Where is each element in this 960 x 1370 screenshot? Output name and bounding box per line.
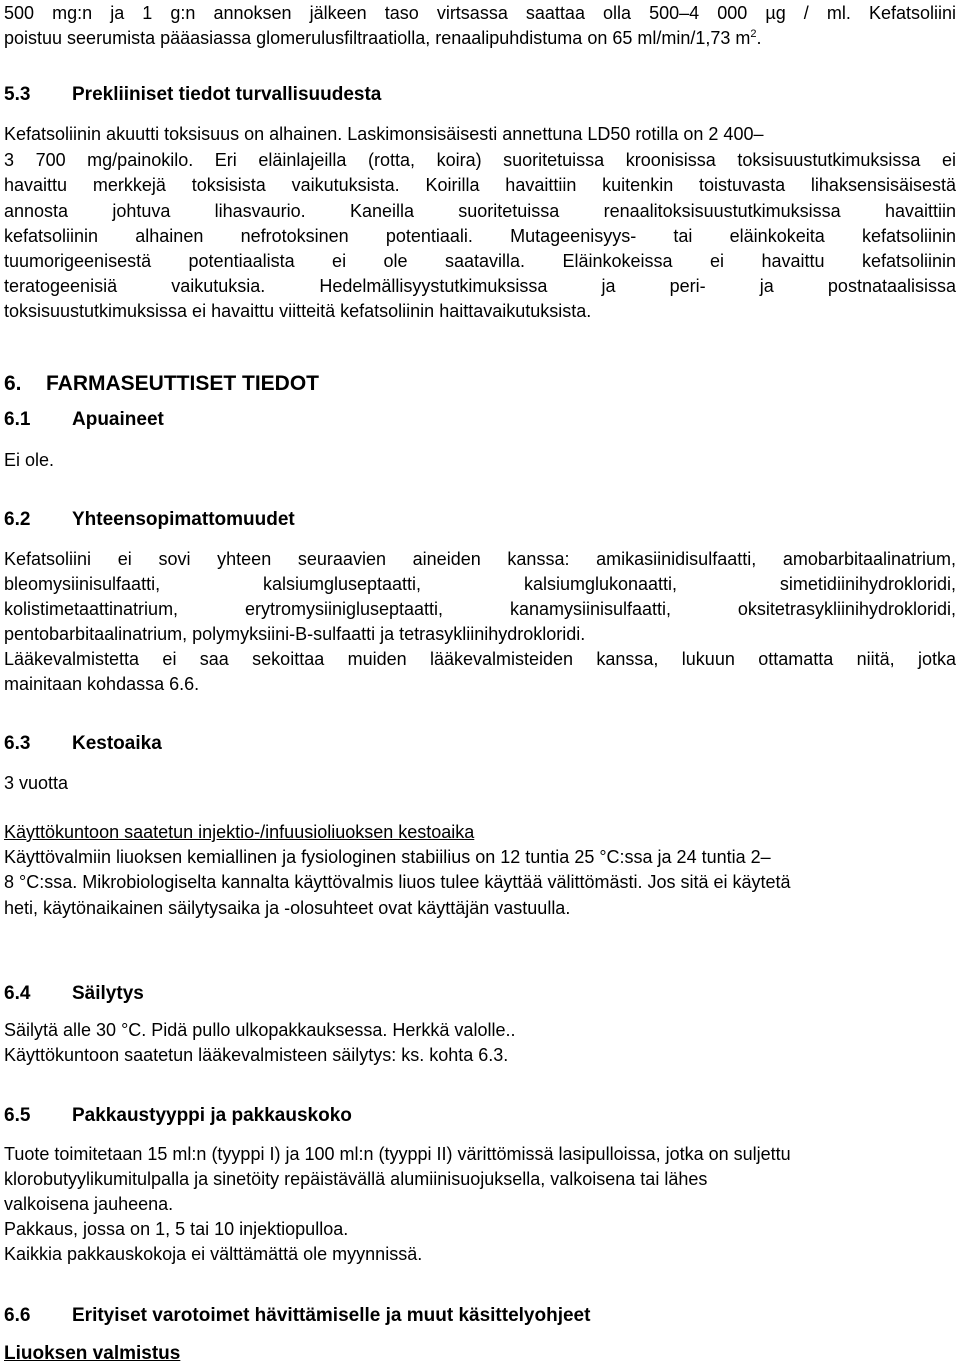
text-line: valkoisena jauheena. — [4, 1194, 174, 1214]
text-line: 8 °C:ssa. Mikrobiologiselta kannalta käyttövalmis liuos tulee käyttää välittömästi. Jos sitä ei käytetä — [4, 872, 791, 892]
text-line: teratogeenisiä vaikutuksia. Hedelmällisyystutkimuksissa ja peri- ja postnataalisissa — [4, 276, 956, 296]
heading-6-1 — [4, 409, 956, 431]
text-line: Tuote toimitetaan 15 ml:n (tyyppi I) ja 100 ml:n (tyyppi II) värittömissä lasipulloissa, jotka on suljettu — [4, 1144, 791, 1164]
section-title: Apuaineet — [72, 409, 164, 430]
section-title: Säilytys — [72, 983, 144, 1004]
text-line: Kaikkia pakkauskokoja ei välttämättä ole myynnissä. — [4, 1244, 423, 1264]
section-title: FARMASEUTTISET TIEDOT — [46, 372, 319, 395]
text-line: Käyttövalmiin liuoksen kemiallinen ja fysiologinen stabiilius on 12 tuntia 25 °C:ssa ja 24 tuntia 2– — [4, 847, 771, 867]
heading-6 — [4, 373, 956, 395]
section-title: Kestoaika — [72, 733, 162, 754]
heading-6-4 — [4, 983, 956, 1005]
section-title: Prekliiniset tiedot turvallisuudesta — [72, 84, 382, 105]
heading-6-5 — [4, 1105, 956, 1127]
text-line: Kefatsoliinin akuutti toksisuus on alhainen. Laskimonsisäisesti annettuna LD50 rotilla on 2 400– — [4, 124, 764, 144]
text-span: . — [756, 28, 762, 48]
text-line: klorobutyylikumitulpalla ja sinetöity repäistävällä alumiinisuojuksella, valkoisena tai lähes — [4, 1169, 708, 1189]
text-line: 3 vuotta — [4, 773, 69, 793]
text-line: Ei ole. — [4, 450, 55, 470]
section-number: 6.2 — [4, 509, 31, 530]
text-line: annosta johtuva lihasvaurio. Kaneilla suoritetuissa renaalitoksisuustutkimuksissa havaittiin — [4, 201, 956, 221]
text-line: tuumorigeenisestä potentiaalista ei ole saatavilla. Eläinkokeissa ei havaittu kefatsoliinin — [4, 251, 956, 271]
text-line: toksisuustutkimuksissa ei havaittu viitteitä kefatsoliinin haittavaikutuksista. — [4, 301, 592, 321]
text-span: poistuu seerumista pääasiassa glomerulusfiltraatiolla, renaalipuhdistuma on 65 ml/min/1,73 m — [4, 28, 751, 48]
section-number: 6.3 — [4, 733, 31, 754]
text-line: 3 700 mg/painokilo. Eri eläinlajeilla (rotta, koira) suoritetuissa kroonisissa toksisuustutkimuksissa ei — [4, 150, 956, 170]
superscript: 2 — [750, 28, 757, 40]
section-number: 6.6 — [4, 1305, 31, 1326]
section-title: Pakkaustyyppi ja pakkauskoko — [72, 1105, 352, 1126]
text-line: heti, käytönaikainen säilytysaika ja -olosuhteet ovat käyttäjän vastuulla. — [4, 898, 571, 918]
subheading: Liuoksen valmistus — [4, 1343, 181, 1364]
section-title: Yhteensopimattomuudet — [72, 509, 295, 530]
text-line: Lääkevalmistetta ei saa sekoittaa muiden lääkevalmisteiden kanssa, lukuun ottamatta niitä, jotka — [4, 649, 956, 669]
heading-6-6 — [4, 1305, 956, 1327]
section-number: 5.3 — [4, 84, 31, 105]
text-line: kefatsoliinin alhainen nefrotoksinen potentiaali. Mutageenisyys- tai eläinkokeita kefatsoliinin — [4, 226, 956, 246]
section-number: 6.4 — [4, 983, 31, 1004]
text-line: Säilytä alle 30 °C. Pidä pullo ulkopakkauksessa. Herkkä valolle.. — [4, 1020, 516, 1040]
section-number: 6.1 — [4, 409, 31, 430]
text-line: 500 mg:n ja 1 g:n annoksen jälkeen taso virtsassa saattaa olla 500–4 000 µg / ml. Kefatsoliini — [4, 3, 956, 23]
section-number: 6. — [4, 372, 22, 395]
heading-6-3 — [4, 733, 956, 755]
text-line: havaittu merkkejä toksisista vaikutuksista. Koirilla havaittiin kuitenkin toistuvasta lihaksensisäisestä — [4, 175, 956, 195]
section-title: Erityiset varotoimet hävittämiselle ja muut käsittelyohjeet — [72, 1305, 591, 1326]
text-line: Käyttökuntoon saatetun lääkevalmisteen säilytys: ks. kohta 6.3. — [4, 1045, 509, 1065]
text-line — [4, 27, 956, 49]
text-line: Kefatsoliini ei sovi yhteen seuraavien aineiden kanssa: amikasiinidisulfaatti, amobarbitaalinatrium, — [4, 549, 956, 569]
text-line: mainitaan kohdassa 6.6. — [4, 674, 200, 694]
section-number: 6.5 — [4, 1105, 31, 1126]
heading-5-3 — [4, 84, 956, 106]
subheading: Käyttökuntoon saatetun injektio-/infuusioliuoksen kestoaika — [4, 822, 475, 842]
text-line: bleomysiinisulfaatti, kalsiumgluseptaatti, kalsiumglukonaatti, simetidiinihydrokloridi, — [4, 574, 956, 594]
heading-6-2 — [4, 509, 956, 531]
text-line: pentobarbitaalinatrium, polymyksiini-B-sulfaatti ja tetrasykliinihydrokloridi. — [4, 624, 586, 644]
text-line: Pakkaus, jossa on 1, 5 tai 10 injektiopulloa. — [4, 1219, 349, 1239]
text-line: kolistimetaattinatrium, erytromysiinigluseptaatti, kanamysiinisulfaatti, oksitetrasykliinihydrokloridi, — [4, 599, 956, 619]
